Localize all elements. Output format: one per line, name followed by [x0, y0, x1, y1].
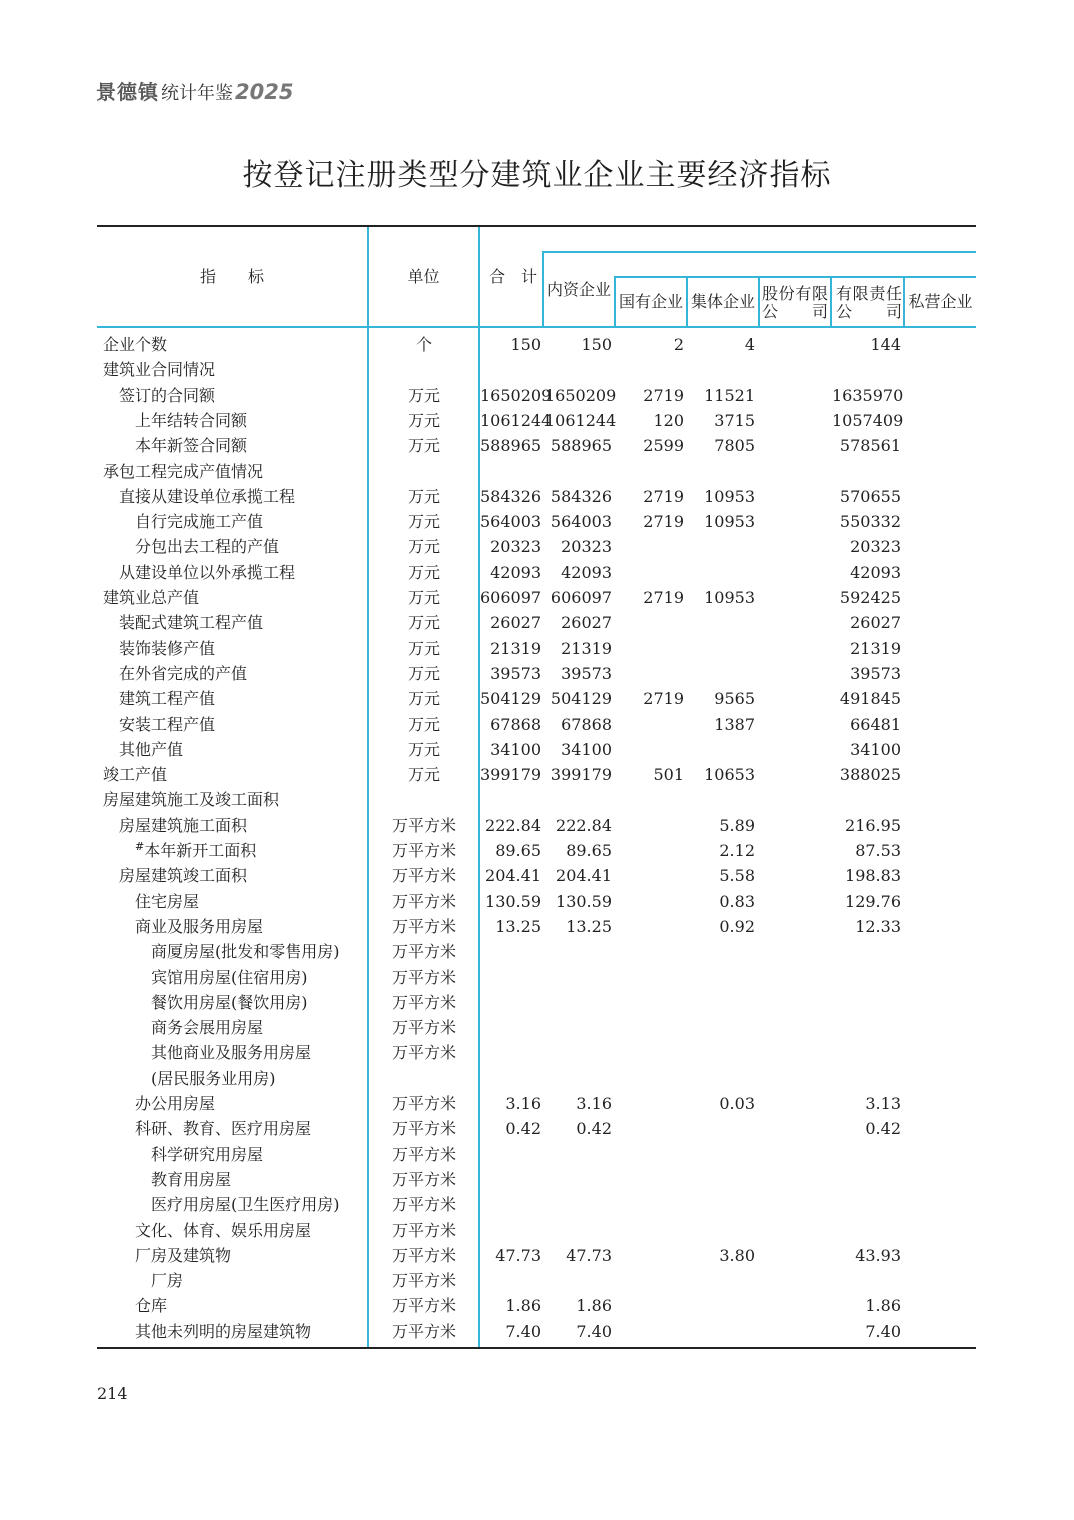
row-label-text: 房屋建筑竣工面积: [119, 866, 248, 886]
cell-total: 39573: [490, 663, 541, 683]
row-label: [119, 484, 295, 509]
table-row: [0, 1293, 1074, 1318]
table-row: [0, 787, 1074, 812]
table-row: [0, 990, 1074, 1015]
table-row: [0, 1268, 1074, 1293]
cell-limited-liability: 12.33: [855, 916, 901, 936]
row-label-text: 装饰装修产值: [119, 638, 216, 658]
cell-total: 150: [510, 335, 541, 354]
row-label: [135, 1319, 311, 1344]
table-row: [0, 1192, 1074, 1217]
table-row: [0, 1218, 1074, 1243]
cell-domestic: 67868: [561, 714, 612, 734]
row-label: [151, 1142, 263, 1167]
cell-collective: 0.83: [719, 891, 755, 911]
row-label: [103, 787, 279, 812]
cell-total: 26027: [490, 613, 541, 633]
cell-total: 89.65: [495, 841, 541, 860]
row-label: [103, 585, 199, 610]
cell-limited-liability: 388025: [839, 765, 901, 785]
row-label-text: 其他未列明的房屋建筑物: [135, 1321, 312, 1341]
cell-total: 584326: [480, 486, 542, 506]
row-label: [151, 1015, 263, 1040]
table-row: [0, 813, 1074, 838]
row-label: [135, 1243, 231, 1268]
cell-limited-liability: 570655: [839, 486, 901, 506]
cell-state-owned: 2719: [643, 588, 684, 607]
row-unit: 万元: [407, 486, 440, 506]
table-row: [0, 534, 1074, 559]
table-row: [0, 636, 1074, 661]
row-label-text: 竣工产值: [103, 765, 168, 785]
row-label: [135, 1091, 215, 1116]
cell-collective: 7805: [714, 436, 755, 456]
table-row: [0, 509, 1074, 534]
table-row: [0, 1319, 1074, 1344]
table-row: [0, 1015, 1074, 1040]
cell-state-owned: 2719: [643, 689, 684, 709]
row-unit: 万平方米: [391, 967, 456, 987]
cell-domestic: 150: [581, 335, 612, 354]
row-label-mark: #: [135, 840, 145, 853]
row-label-text: 本年新签合同额: [135, 436, 248, 456]
row-label-text: 商厦房屋(批发和零售用房): [151, 942, 340, 962]
row-unit: 万平方米: [391, 1321, 456, 1341]
row-label: [135, 889, 199, 914]
table-row: [0, 838, 1074, 863]
cell-limited-liability: 0.42: [865, 1119, 901, 1139]
row-label-text: 科学研究用房屋: [151, 1144, 264, 1164]
cell-total: 1061244: [480, 410, 552, 430]
row-label-text: 宾馆用房屋(住宿用房): [151, 967, 308, 987]
cell-total: 606097: [480, 588, 542, 607]
cell-total: 1650209: [480, 385, 552, 405]
row-label: [119, 863, 247, 888]
row-unit: 万平方米: [391, 1169, 456, 1189]
table-row: [0, 357, 1074, 382]
row-label: [135, 408, 247, 433]
cell-limited-liability: 66481: [850, 714, 901, 734]
table-row: [0, 1116, 1074, 1141]
cell-limited-liability: 43.93: [855, 1245, 901, 1265]
cell-domestic: 21319: [561, 638, 612, 658]
cell-limited-liability: 198.83: [845, 866, 901, 886]
cell-total: 34100: [490, 739, 541, 759]
table-row: [0, 459, 1074, 484]
row-label-text: 建筑业合同情况: [103, 360, 216, 380]
row-label-text: 房屋建筑施工面积: [119, 815, 248, 835]
row-label-text: 房屋建筑施工及竣工面积: [103, 790, 280, 810]
cell-domestic: 89.65: [566, 841, 612, 860]
row-label-text: 签订的合同额: [119, 385, 216, 405]
cell-limited-liability: 144: [870, 335, 901, 354]
row-label-text: 安装工程产值: [119, 714, 216, 734]
cell-domestic: 3.16: [576, 1094, 612, 1113]
row-label: [103, 459, 263, 484]
cell-collective: 10953: [704, 512, 755, 532]
row-unit: 万平方米: [391, 1018, 456, 1038]
row-unit: 万元: [407, 663, 440, 683]
row-label: [103, 357, 215, 382]
table-top-rule: [97, 225, 976, 227]
row-label: [135, 1218, 311, 1243]
cell-collective: 5.89: [719, 815, 755, 835]
cell-collective: 1387: [714, 714, 755, 734]
row-unit: 万平方米: [391, 942, 456, 962]
cell-collective: 10953: [704, 588, 755, 607]
row-unit: 万平方米: [391, 891, 456, 911]
row-label-text: 厂房: [151, 1271, 184, 1291]
cell-limited-liability: 21319: [850, 638, 901, 658]
table-row: [0, 433, 1074, 458]
row-label-text: 住宅房屋: [135, 891, 200, 911]
row-label: [151, 939, 340, 964]
cell-total: 7.40: [505, 1321, 541, 1341]
row-unit: 万平方米: [391, 1220, 456, 1240]
row-unit: 万平方米: [391, 841, 456, 860]
row-label-text: 教育用房屋: [151, 1169, 232, 1189]
cell-limited-liability: 3.13: [865, 1094, 901, 1113]
cell-limited-liability: 216.95: [845, 815, 901, 835]
cell-collective: 3715: [714, 410, 755, 430]
row-unit: 万元: [407, 739, 440, 759]
row-label: [135, 433, 247, 458]
row-label-text: 文化、体育、娱乐用房屋: [135, 1220, 312, 1240]
header-limited-line1: 有限责任: [836, 284, 902, 303]
cell-domestic: 42093: [561, 562, 612, 582]
row-label-text: 商业及服务用房屋: [135, 916, 264, 936]
header-indicator: 指 标: [199, 267, 264, 286]
table-row: [0, 863, 1074, 888]
cell-domestic: 504129: [550, 689, 612, 709]
row-label: [119, 813, 247, 838]
cell-collective: 10953: [704, 486, 755, 506]
row-label-text: 科研、教育、医疗用房屋: [135, 1119, 312, 1139]
table-row: [0, 737, 1074, 762]
table-row: [0, 762, 1074, 787]
table-row: [0, 712, 1074, 737]
row-unit: 万元: [407, 410, 440, 430]
cell-total: 504129: [480, 689, 542, 709]
cell-limited-liability: 87.53: [855, 841, 901, 860]
table-row: [0, 686, 1074, 711]
cell-state-owned: 2599: [643, 436, 684, 456]
cell-domestic: 0.42: [576, 1119, 612, 1139]
cell-total: 204.41: [485, 866, 541, 886]
row-unit: 万平方米: [391, 916, 456, 936]
page-number: 214: [97, 1384, 128, 1403]
cell-collective: 0.92: [719, 916, 755, 936]
cell-total: 67868: [490, 714, 541, 734]
cell-domestic: 39573: [561, 663, 612, 683]
header-joint-stock-line1: 股份有限: [762, 284, 828, 303]
header-rule: [543, 251, 976, 253]
row-label: [135, 914, 263, 939]
cell-limited-liability: 1057409: [832, 410, 904, 430]
brand-book: 统计年鉴: [161, 83, 233, 104]
table-row: [0, 408, 1074, 433]
row-label-text: 直接从建设单位承揽工程: [119, 486, 296, 506]
row-label-text: 仓库: [135, 1296, 168, 1316]
cell-limited-liability: 550332: [839, 512, 901, 532]
table-row: [0, 1142, 1074, 1167]
brand-city: 景德镇: [96, 80, 159, 104]
cell-domestic: 1061244: [545, 410, 617, 430]
table-row: [0, 914, 1074, 939]
row-unit: 万平方米: [391, 1271, 456, 1291]
cell-domestic: 564003: [550, 512, 612, 532]
cell-domestic: 204.41: [556, 866, 612, 886]
cell-limited-liability: 1.86: [865, 1296, 901, 1316]
row-label: [119, 610, 263, 635]
cell-limited-liability: 39573: [850, 663, 901, 683]
row-label: [135, 1293, 167, 1318]
cell-limited-liability: 491845: [839, 689, 901, 709]
row-unit: 万元: [407, 613, 440, 633]
cell-domestic: 606097: [550, 588, 612, 607]
row-unit: 万平方米: [391, 1296, 456, 1316]
cell-limited-liability: 26027: [850, 613, 901, 633]
row-label: [119, 383, 215, 408]
table-row: [0, 560, 1074, 585]
cell-total: 47.73: [495, 1245, 541, 1265]
row-unit: 个: [415, 335, 432, 354]
cell-domestic: 13.25: [566, 916, 612, 936]
cell-collective: 9565: [714, 689, 755, 709]
row-unit: 万平方米: [391, 992, 456, 1012]
header-joint-stock-line2: 公 司: [762, 302, 828, 321]
table-row: [0, 383, 1074, 408]
row-label: [135, 534, 279, 559]
row-label: [135, 509, 263, 534]
row-label-text: 医疗用房屋(卫生医疗用房): [151, 1195, 340, 1215]
row-label: [119, 661, 247, 686]
row-label-text: 建筑工程产值: [119, 689, 216, 709]
row-label-text: 建筑业总产值: [103, 588, 200, 607]
row-label-text: 企业个数: [103, 335, 168, 354]
row-unit: 万平方米: [391, 1195, 456, 1215]
row-label: [151, 1268, 183, 1293]
cell-limited-liability: 34100: [850, 739, 901, 759]
row-unit: 万元: [407, 689, 440, 709]
table-row: [0, 1243, 1074, 1268]
row-unit: 万平方米: [391, 866, 456, 886]
row-label: [119, 686, 215, 711]
row-label: [151, 1167, 231, 1192]
cell-total: 20323: [490, 537, 541, 557]
cell-state-owned: 2719: [643, 385, 684, 405]
cell-domestic: 130.59: [556, 891, 612, 911]
row-label: [151, 990, 308, 1015]
header-rule: [97, 326, 976, 328]
table-row: [0, 1040, 1074, 1065]
table-bottom-rule: [97, 1347, 976, 1349]
cell-domestic: 47.73: [566, 1245, 612, 1265]
cell-total: 588965: [480, 436, 542, 456]
row-label: [103, 332, 167, 357]
cell-total: 399179: [480, 765, 542, 785]
row-unit: 万平方米: [391, 1144, 456, 1164]
cell-state-owned: 120: [653, 410, 684, 430]
running-header: [96, 76, 293, 105]
cell-total: 3.16: [505, 1094, 541, 1113]
row-label: [119, 560, 295, 585]
cell-domestic: 20323: [561, 537, 612, 557]
header-total: 合 计: [489, 267, 538, 286]
row-unit: 万元: [407, 385, 440, 405]
row-label: [151, 1066, 276, 1091]
cell-total: 0.42: [505, 1119, 541, 1139]
table-row: [0, 1066, 1074, 1091]
cell-total: 222.84: [485, 815, 541, 835]
row-label-text: 餐饮用房屋(餐饮用房): [151, 992, 308, 1012]
row-label-text: 商务会展用房屋: [151, 1018, 264, 1038]
row-label-text: 厂房及建筑物: [135, 1245, 232, 1265]
header-rule: [615, 276, 976, 278]
cell-limited-liability: 20323: [850, 537, 901, 557]
table-title: 按登记注册类型分建筑业企业主要经济指标: [242, 158, 832, 193]
row-unit: 万元: [407, 537, 440, 557]
cell-domestic: 26027: [561, 613, 612, 633]
row-label-text: 装配式建筑工程产值: [119, 613, 264, 633]
cell-domestic: 399179: [550, 765, 612, 785]
row-label: [135, 1116, 311, 1141]
cell-collective: 5.58: [719, 866, 755, 886]
table-row: [0, 332, 1074, 357]
cell-domestic: 1.86: [576, 1296, 612, 1316]
table-row: [0, 484, 1074, 509]
cell-state-owned: 501: [653, 765, 684, 785]
cell-total: 564003: [480, 512, 542, 532]
cell-collective: 2.12: [719, 841, 755, 860]
header-private: 私营企业: [908, 292, 973, 311]
cell-state-owned: 2719: [643, 512, 684, 532]
row-label-text: 承包工程完成产值情况: [103, 461, 264, 481]
row-unit: 万元: [407, 562, 440, 582]
brand-year: 2025: [235, 80, 294, 104]
row-label-text: 分包出去工程的产值: [135, 537, 280, 557]
row-label: [151, 965, 308, 990]
cell-limited-liability: 42093: [850, 562, 901, 582]
cell-domestic: 7.40: [576, 1321, 612, 1341]
header-collective: 集体企业: [690, 292, 755, 311]
cell-total: 21319: [490, 638, 541, 658]
table-row: [0, 965, 1074, 990]
cell-total: 42093: [490, 562, 541, 582]
header-unit: 单位: [407, 267, 440, 286]
header-state-owned: 国有企业: [618, 292, 683, 311]
row-label: [119, 712, 215, 737]
row-label-text: 本年新开工面积: [144, 841, 257, 860]
cell-total: 13.25: [495, 916, 541, 936]
cell-domestic: 588965: [550, 436, 612, 456]
cell-limited-liability: 1635970: [832, 385, 904, 405]
cell-domestic: 1650209: [545, 385, 617, 405]
cell-state-owned: 2719: [643, 486, 684, 506]
row-unit: 万元: [407, 638, 440, 658]
row-label: [151, 1192, 340, 1217]
row-unit: 万元: [407, 765, 440, 785]
column-divider: [830, 276, 832, 327]
row-label: [119, 636, 215, 661]
row-unit: 万平方米: [391, 1043, 456, 1063]
row-unit: 万元: [407, 512, 440, 532]
table-row: [0, 889, 1074, 914]
row-unit: 万平方米: [391, 815, 456, 835]
table-row: [0, 610, 1074, 635]
cell-limited-liability: 578561: [839, 436, 901, 456]
cell-collective: 11521: [704, 385, 755, 405]
row-unit: 万元: [407, 588, 440, 607]
cell-limited-liability: 129.76: [845, 891, 901, 911]
cell-domestic: 34100: [561, 739, 612, 759]
table-row: [0, 1091, 1074, 1116]
row-unit: 万元: [407, 436, 440, 456]
row-label-text: 自行完成施工产值: [135, 512, 264, 532]
cell-state-owned: 2: [673, 335, 684, 354]
row-unit: 万平方米: [391, 1119, 456, 1139]
cell-collective: 3.80: [719, 1245, 755, 1265]
cell-total: 130.59: [485, 891, 541, 911]
cell-total: 1.86: [505, 1296, 541, 1316]
cell-domestic: 584326: [550, 486, 612, 506]
cell-limited-liability: 7.40: [865, 1321, 901, 1341]
row-label-text: 从建设单位以外承揽工程: [119, 562, 296, 582]
table-row: [0, 1167, 1074, 1192]
row-label: [135, 838, 256, 863]
cell-collective: 4: [744, 335, 755, 354]
row-unit: 万平方米: [391, 1245, 456, 1265]
row-label: [103, 762, 167, 787]
row-label: [151, 1040, 311, 1065]
header-limited-line2: 公 司: [836, 302, 902, 321]
cell-limited-liability: 592425: [839, 588, 901, 607]
table-row: [0, 661, 1074, 686]
table-row: [0, 939, 1074, 964]
row-label-text: 办公用房屋: [135, 1094, 216, 1113]
column-divider: [758, 276, 760, 327]
row-label-text: 在外省完成的产值: [119, 663, 248, 683]
row-unit: 万平方米: [391, 1094, 456, 1113]
row-label-text: (居民服务业用房): [151, 1068, 276, 1088]
row-label-text: 其他产值: [119, 739, 184, 759]
row-label-text: 其他商业及服务用房屋: [151, 1043, 312, 1063]
table-row: [0, 585, 1074, 610]
row-unit: 万元: [407, 714, 440, 734]
row-label: [119, 737, 183, 762]
row-label-text: 上年结转合同额: [135, 410, 248, 430]
cell-collective: 10653: [704, 765, 755, 785]
header-domestic: 内资企业: [546, 280, 611, 299]
cell-domestic: 222.84: [556, 815, 612, 835]
cell-collective: 0.03: [719, 1094, 755, 1113]
